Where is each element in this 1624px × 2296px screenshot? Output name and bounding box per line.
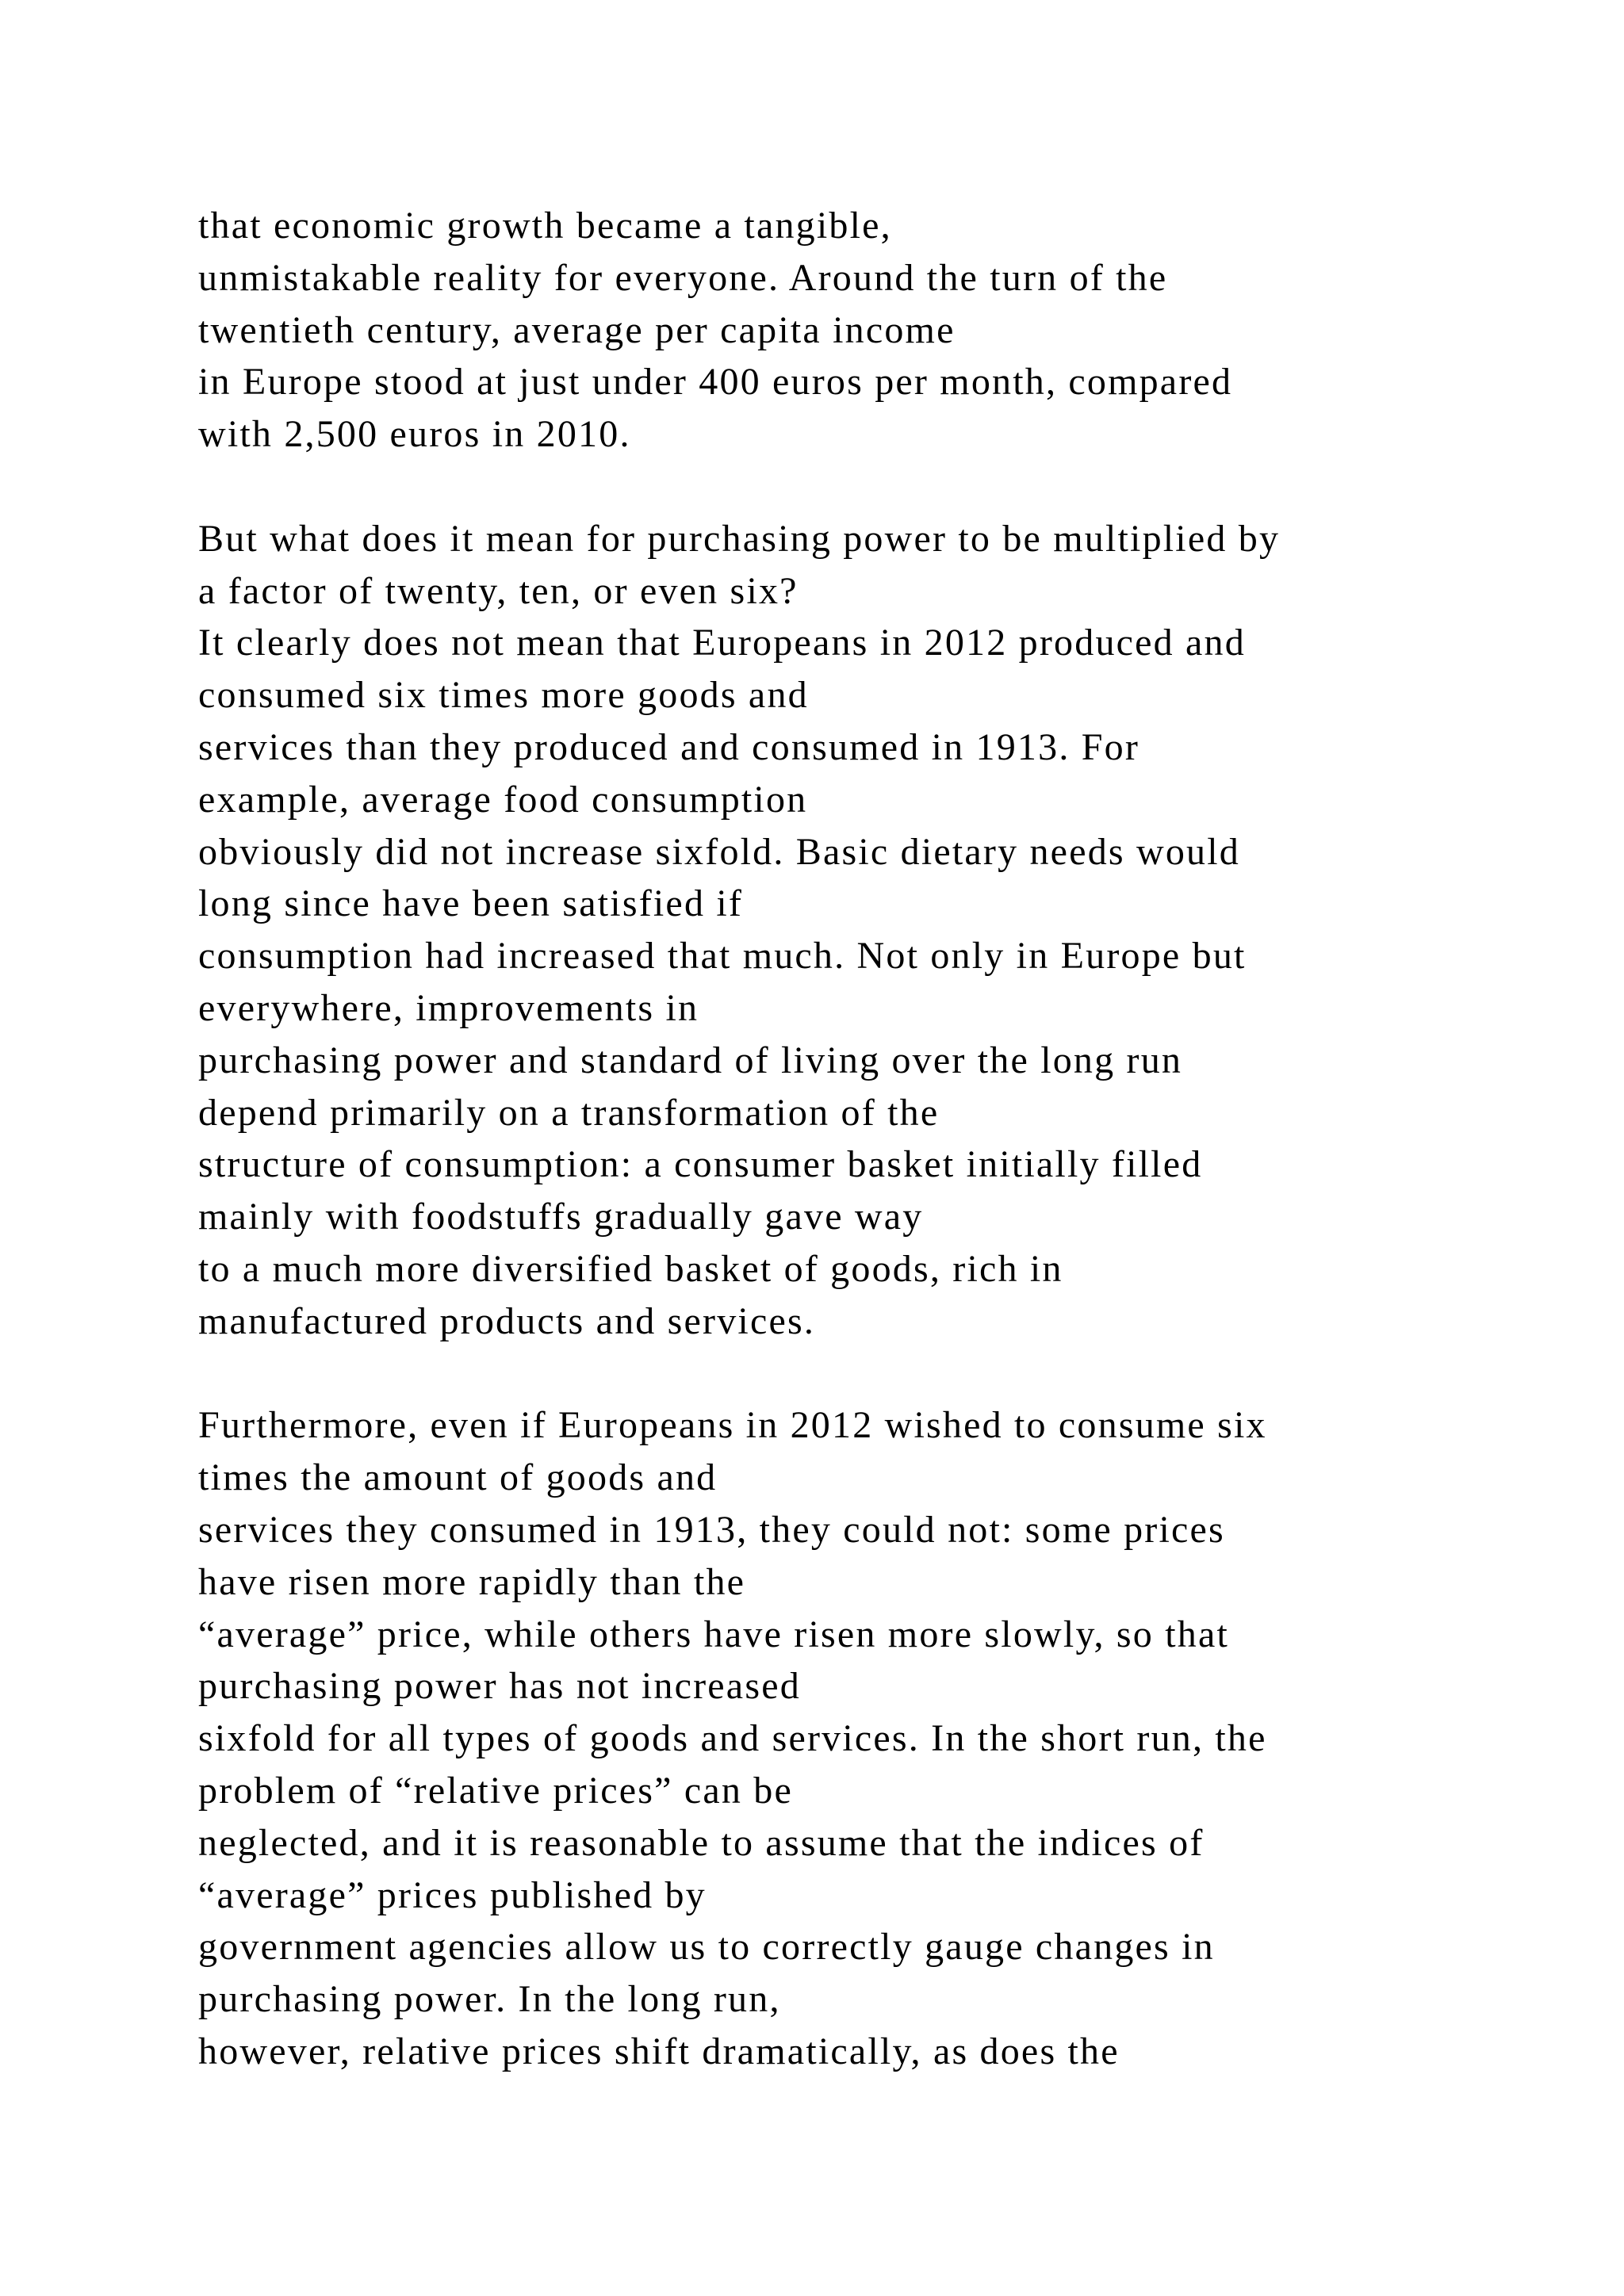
text-line: depend primarily on a transformation of the (198, 1091, 940, 1134)
text-line: It clearly does not mean that Europeans in 2012 produced and (198, 622, 1246, 664)
text-line: unmistakable reality for everyone. Around the turn of the (198, 256, 1168, 299)
text-line: consumption had increased that much. Not only in Europe but (198, 935, 1247, 978)
text-line: twentieth century, average per capita income (198, 308, 956, 351)
paragraph-1 (198, 200, 1483, 461)
text-line: have risen more rapidly than the (198, 1560, 746, 1603)
text-line: mainly with foodstuffs gradually gave way (198, 1196, 924, 1238)
text-line: consumed six times more goods and (198, 674, 809, 717)
text-line: But what does it mean for purchasing power to be multiplied by (198, 517, 1281, 560)
text-line: everywhere, improvements in (198, 986, 699, 1029)
paragraph-3 (198, 1399, 1483, 2077)
text-line: Furthermore, even if Europeans in 2012 wished to consume six (198, 1404, 1267, 1447)
text-line: with 2,500 euros in 2010. (198, 413, 631, 456)
text-line: times the amount of goods and (198, 1456, 718, 1499)
text-line: example, average food consumption (198, 778, 808, 821)
text-line: purchasing power. In the long run, (198, 1978, 781, 2021)
text-line: purchasing power has not increased (198, 1665, 801, 1708)
text-line: “average” prices published by (198, 1873, 707, 1916)
text-line: that economic growth became a tangible, (198, 205, 892, 247)
paragraph-2 (198, 513, 1483, 1348)
text-line: sixfold for all types of goods and services. In the short run, the (198, 1717, 1267, 1760)
text-line: in Europe stood at just under 400 euros per month, compared (198, 361, 1233, 404)
text-line: services they consumed in 1913, they could not: some prices (198, 1508, 1225, 1551)
text-line: obviously did not increase sixfold. Basic dietary needs would (198, 830, 1240, 873)
text-line: however, relative prices shift dramatically, as does the (198, 2030, 1120, 2072)
text-line: problem of “relative prices” can be (198, 1769, 793, 1812)
text-line: long since have been satisfied if (198, 882, 744, 925)
body-text (198, 200, 1483, 2078)
text-line: services than they produced and consumed in 1913. For (198, 725, 1140, 768)
text-line: manufactured products and services. (198, 1299, 816, 1342)
text-line: “average” price, while others have risen more slowly, so that (198, 1613, 1229, 1655)
text-line: a factor of twenty, ten, or even six? (198, 569, 799, 612)
text-line: neglected, and it is reasonable to assume that the indices of (198, 1821, 1205, 1864)
text-line: structure of consumption: a consumer basket initially filled (198, 1143, 1203, 1186)
text-line: government agencies allow us to correctly gauge changes in (198, 1926, 1215, 1969)
text-line: purchasing power and standard of living over the long run (198, 1039, 1183, 1081)
text-line: to a much more diversified basket of goods, rich in (198, 1247, 1063, 1290)
